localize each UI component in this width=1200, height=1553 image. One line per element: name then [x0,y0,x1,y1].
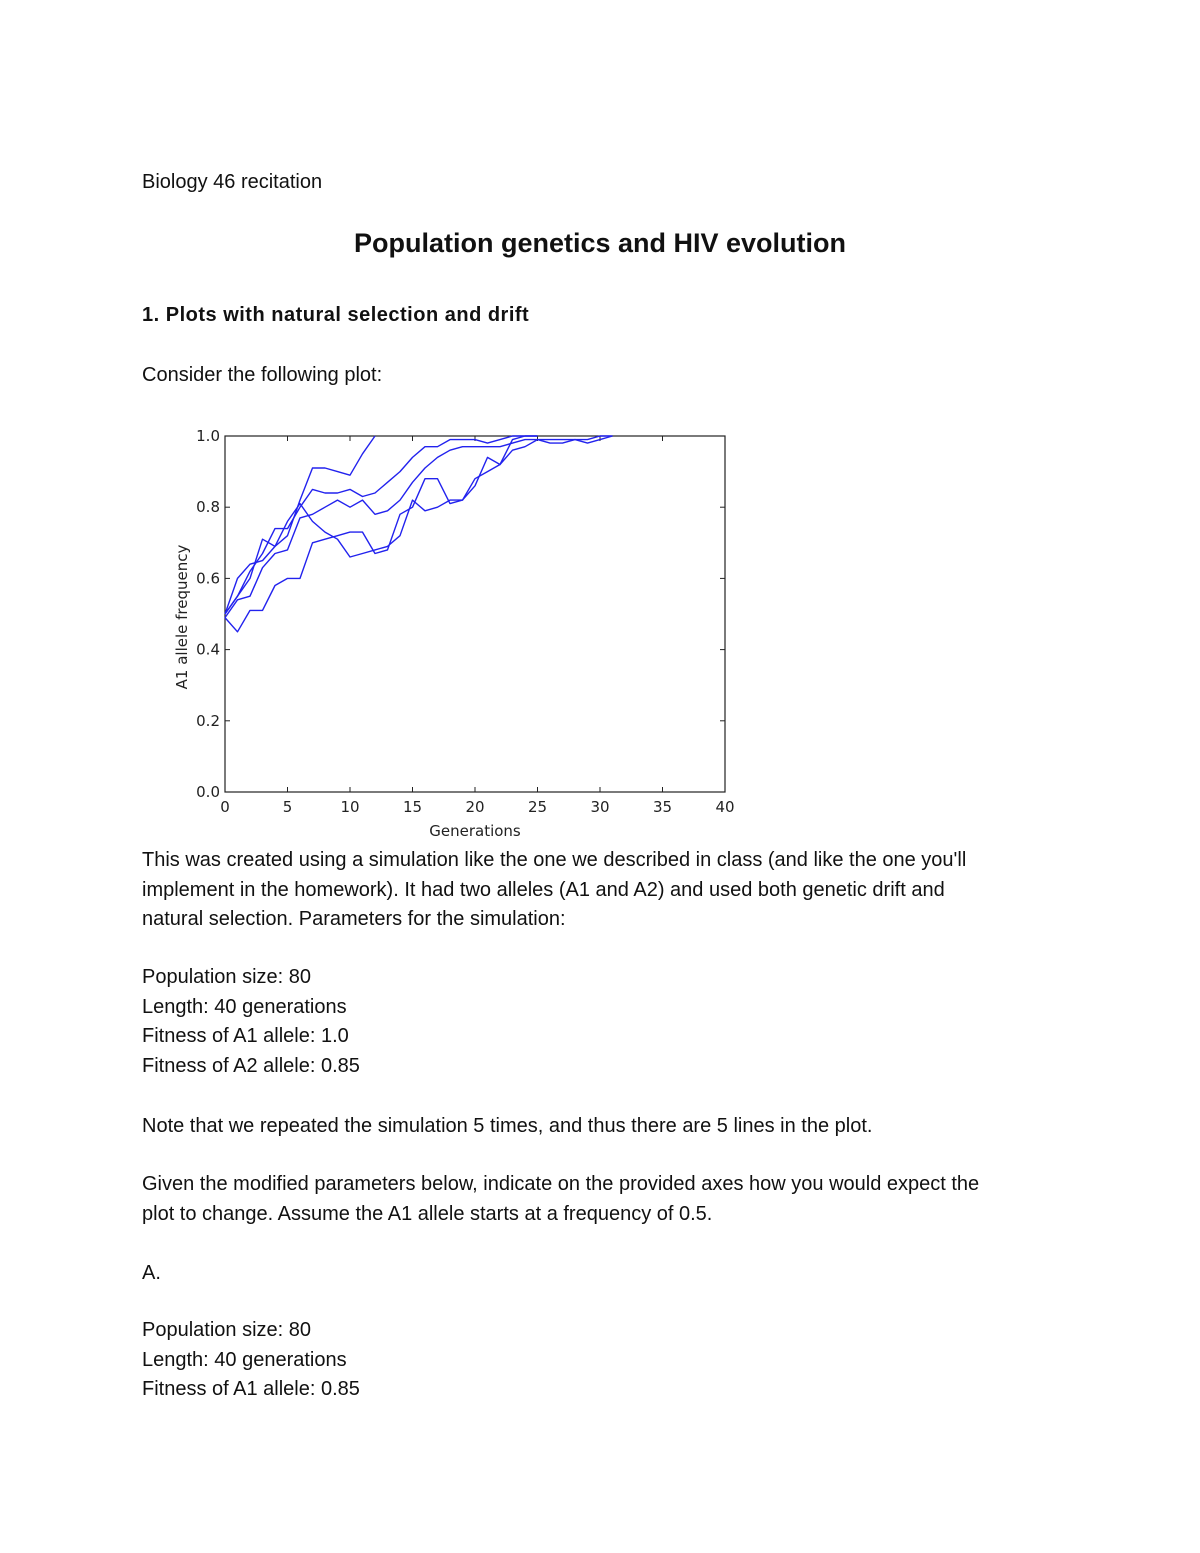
description-paragraph [142,846,1062,935]
y-tick-label: 0.8 [196,498,220,517]
y-tick-label: 0.6 [196,569,220,588]
x-tick-label: 40 [715,798,735,816]
part-a-label: A. [142,1262,161,1284]
param-fitness-a1: Fitness of A1 allele: 0.85 [142,1378,360,1400]
y-tick-label: 0.2 [196,711,220,730]
course-label: Biology 46 recitation [142,171,323,193]
x-axis-label: Generations [429,822,521,840]
instruction-paragraph [142,1170,1062,1229]
x-tick-label: 35 [652,798,673,816]
paragraph-line: plot to change. Assume the A1 allele starts at a frequency of 0.5. [142,1202,713,1225]
x-tick-label: 25 [527,798,548,816]
param-length: Length: 40 generations [142,995,347,1018]
x-tick-label: 15 [402,798,423,816]
page-title: Population genetics and HIV evolution [353,228,847,258]
y-axis-label: A1 allele frequency [173,544,191,690]
x-tick-label: 0 [220,798,230,816]
param-fitness-a1: Fitness of A1 allele: 1.0 [142,1025,349,1047]
paragraph-line: This was created using a simulation like the one we described in class (and like the one you'll [142,849,967,871]
intro-text: Consider the following plot: [142,364,383,386]
x-tick-label: 10 [340,798,360,816]
y-tick-label: 0.0 [196,783,220,801]
x-tick-label: 20 [465,798,485,816]
param-fitness-a2: Fitness of A2 allele: 0.85 [142,1054,360,1077]
paragraph-line: implement in the homework). It had two alleles (A1 and A2) and used both genetic drift and [142,878,945,901]
parameter-list [142,963,1062,1081]
part-a-parameters [142,1316,1062,1405]
plot-area [225,436,725,792]
y-tick-label: 0.4 [196,640,220,659]
x-tick-label: 30 [590,798,610,816]
param-length: Length: 40 generations [142,1348,347,1371]
x-tick-label: 5 [282,798,293,816]
paragraph-line: Given the modified parameters below, indicate on the provided axes how you would expect the [142,1173,980,1195]
paragraph-line: natural selection. Parameters for the simulation: [142,908,566,930]
section-heading: 1. Plots with natural selection and drift [142,304,530,326]
note-text: Note that we repeated the simulation 5 times, and thus there are 5 lines in the plot. [142,1115,873,1137]
param-population: Population size: 80 [142,1319,312,1341]
allele-frequency-chart [160,420,750,845]
plot-frame [225,436,725,792]
y-tick-label: 1.0 [196,427,220,445]
param-population: Population size: 80 [142,966,312,988]
